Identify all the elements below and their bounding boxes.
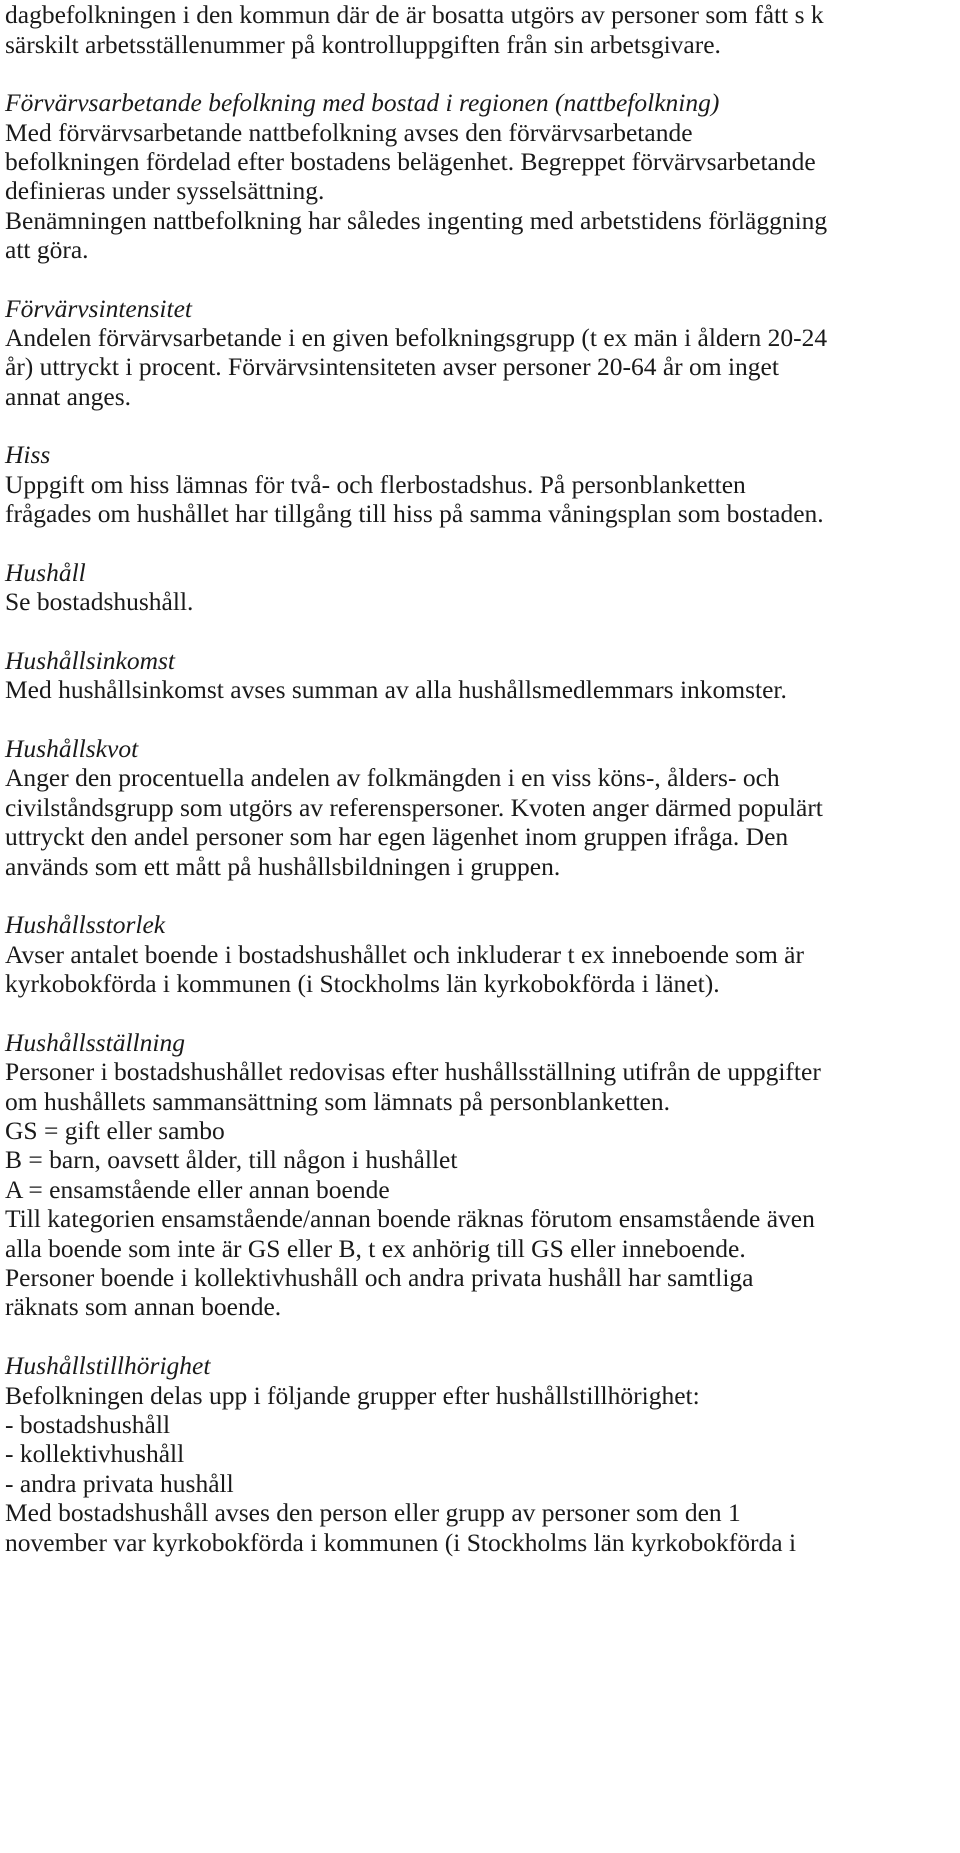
definition-line: civilståndsgrupp som utgörs av referenspersoner. Kvoten anger därmed populärt <box>5 793 823 822</box>
definition-line: Anger den procentuella andelen av folkmängden i en viss köns-, ålders- och <box>5 763 780 792</box>
term-heading: Hushåll <box>5 558 86 587</box>
definition-line: att göra. <box>5 235 89 264</box>
definition-line: frågades om hushållet har tillgång till hiss på samma våningsplan som bostaden. <box>5 499 824 528</box>
definition-line: - kollektivhushåll <box>5 1439 185 1468</box>
definition-line: - andra privata hushåll <box>5 1469 234 1498</box>
term-heading: Hushållskvot <box>5 734 139 763</box>
definition-line: Befolkningen delas upp i följande grupper efter hushållstillhörighet: <box>5 1381 700 1410</box>
definition-line: används som ett mått på hushållsbildningen i gruppen. <box>5 852 561 881</box>
term-heading: Hushållsstorlek <box>5 910 166 939</box>
definition-line: GS = gift eller sambo <box>5 1116 225 1145</box>
term-heading: Förvärvsarbetande befolkning med bostad i regionen (nattbefolkning) <box>5 88 720 117</box>
definition-line: Till kategorien ensamstående/annan boende räknas förutom ensamstående även <box>5 1204 815 1233</box>
definition-line: definieras under sysselsättning. <box>5 176 325 205</box>
term-heading: Förvärvsintensitet <box>5 294 192 323</box>
definition-line: Uppgift om hiss lämnas för två- och flerbostadshus. På personblanketten <box>5 470 746 499</box>
definition-line: alla boende som inte är GS eller B, t ex anhörig till GS eller inneboende. <box>5 1234 746 1263</box>
definition-line: Benämningen nattbefolkning har således ingenting med arbetstidens förläggning <box>5 206 828 235</box>
term-heading: Hushållsställning <box>5 1028 185 1057</box>
intro-line: dagbefolkningen i den kommun där de är bosatta utgörs av personer som fått s k <box>5 0 824 29</box>
definition-line: räknats som annan boende. <box>5 1292 282 1321</box>
definition-line: november var kyrkobokförda i kommunen (i Stockholms län kyrkobokförda i <box>5 1528 797 1557</box>
definition-line: Andelen förvärvsarbetande i en given befolkningsgrupp (t ex män i åldern 20-24 <box>5 323 828 352</box>
term-heading: Hushållsinkomst <box>5 646 176 675</box>
definition-line: Se bostadshushåll. <box>5 587 194 616</box>
definition-line: - bostadshushåll <box>5 1410 171 1439</box>
term-heading: Hiss <box>5 440 51 469</box>
definition-line: Med förvärvsarbetande nattbefolkning avses den förvärvsarbetande <box>5 118 693 147</box>
definition-line: Med bostadshushåll avses den person eller grupp av personer som den 1 <box>5 1498 741 1527</box>
definition-line: kyrkobokförda i kommunen (i Stockholms län kyrkobokförda i länet). <box>5 969 720 998</box>
definition-line: annat anges. <box>5 382 132 411</box>
definition-line: Personer i bostadshushållet redovisas efter hushållsställning utifrån de uppgifter <box>5 1057 821 1086</box>
definition-line: om hushållets sammansättning som lämnats på personblanketten. <box>5 1087 671 1116</box>
definition-line: befolkningen fördelad efter bostadens belägenhet. Begreppet förvärvsarbetande <box>5 147 816 176</box>
definition-line: Med hushållsinkomst avses summan av alla hushållsmedlemmars inkomster. <box>5 675 787 704</box>
definition-line: år) uttryckt i procent. Förvärvsintensiteten avser personer 20-64 år om inget <box>5 352 779 381</box>
definition-line: B = barn, oavsett ålder, till någon i hushållet <box>5 1145 458 1174</box>
definition-line: Personer boende i kollektivhushåll och andra privata hushåll har samtliga <box>5 1263 754 1292</box>
intro-line: särskilt arbetsställenummer på kontrolluppgiften från sin arbetsgivare. <box>5 30 721 59</box>
definition-line: uttryckt den andel personer som har egen lägenhet inom gruppen ifråga. Den <box>5 822 789 851</box>
definition-line: Avser antalet boende i bostadshushållet och inkluderar t ex inneboende som är <box>5 940 804 969</box>
term-heading: Hushållstillhörighet <box>5 1351 211 1380</box>
definition-line: A = ensamstående eller annan boende <box>5 1175 390 1204</box>
